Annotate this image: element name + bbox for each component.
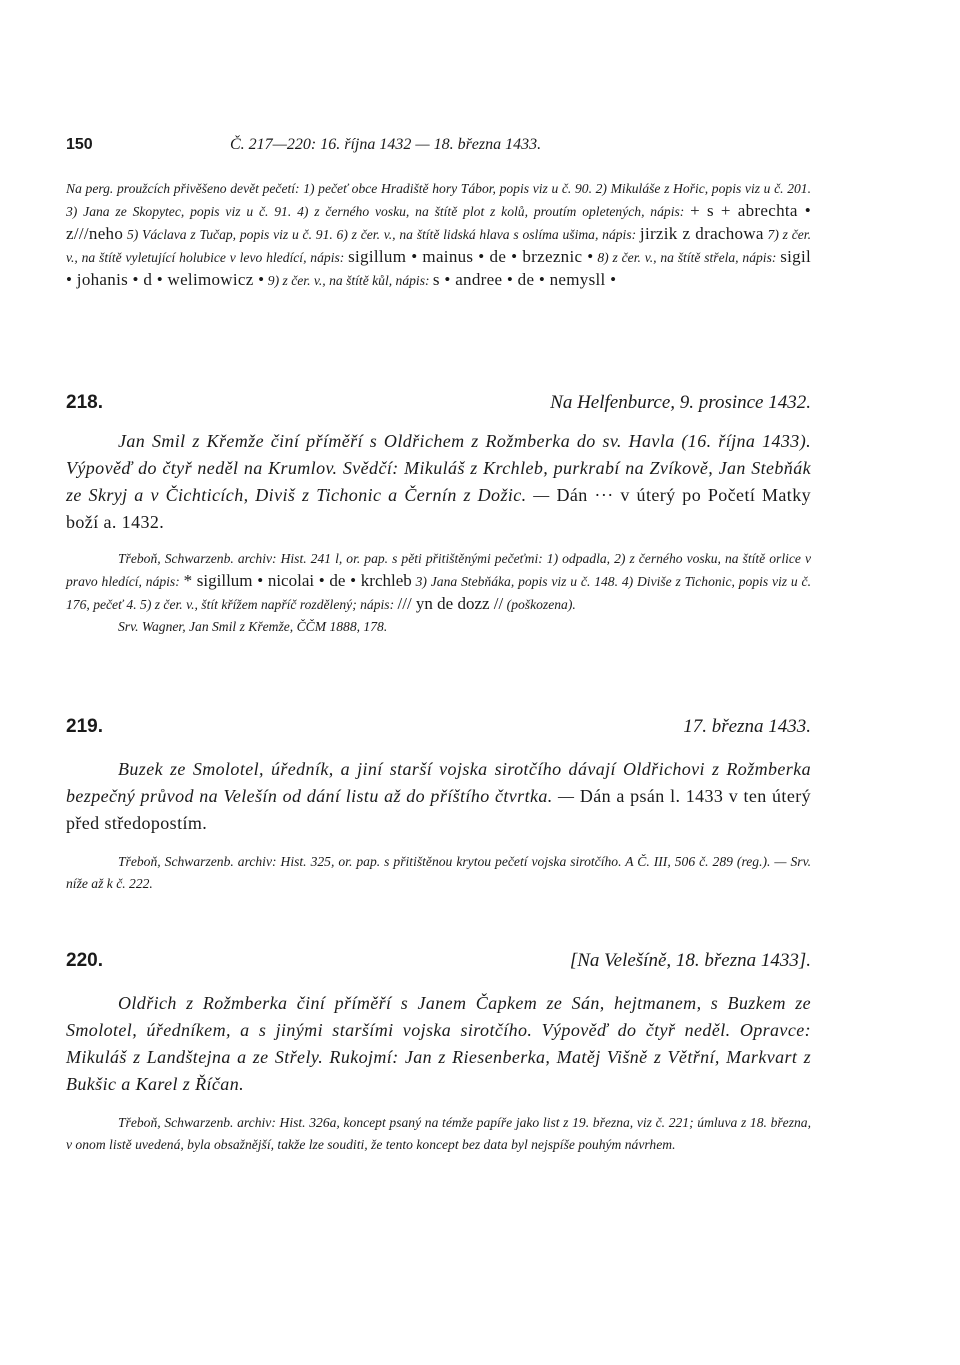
source-note: Třeboň, Schwarzenb. archiv: Hist. 326a, koncept psaný na témže papíře jako list z 19. března, viz č. 221; úmluva z 18. března, v onom listě uvedená, byla obsažnější, takže lze souditi, že tento koncept bez data byl nejspíše pouhým návrhem. [66,1115,811,1152]
regest-text [66,756,811,837]
page-range-heading: Č. 217—220: 16. října 1432 — 18. března 1433. [230,136,542,153]
entry-number: 218. [66,392,103,413]
seal-inscription: s • andree • de • nemysll • [432,270,617,289]
note-text: 9) z čer. v., na štítě kůl, nápis: [264,273,433,288]
entry-number: 219. [66,716,103,737]
seal-inscription: sigillum • mainus • de • brzeznic • [348,247,594,266]
entry-heading [66,950,811,976]
note-text: Na perg. proužcích přivěšeno devět pečetí: 1) pečeť obce Hradiště hory Tábor, popis viz u č. 90. 2) Mikuláše z Hořic, popis viz u č. 201. 3) Jana ze Skopytec, popis viz u č. 91. 4) z černého vosku, na štítě plot z kolů, proutím opletených, nápis: [66,181,811,219]
regest-text [66,990,811,1098]
entry-heading [66,392,811,418]
seal-description-217 [66,178,811,292]
seal-inscription: sigil • johanis • d • welimowicz • [66,247,811,289]
note-text: 5) Václava z Tučap, popis viz u č. 91. 6) z čer. v., na štítě lidská hlava s oslíma ušima, nápis: [123,227,640,242]
note-text: 7) z čer. v., na štítě vyletující holubice v levo hledící, nápis: [66,227,811,265]
seal-inscription: * sigillum • nicolai • de • krchleb [183,571,412,590]
source-text: (poškozena). [503,597,576,612]
regest-summary: Jan Smil z Křemže činí příměří s Oldřichem z Rožmberka do sv. Havla (16. října 1433). Výpověď do čtyř neděl na Krumlov. Svědčí: Mikuláš z Krchleb, purkrabí na Zvíkově, Jan Stebňák ze Skryj a v Čichticích, Diviš z Tichonic a Černín z Dožic. — [66,431,811,505]
regest-dating: Dán a psán l. 1433 v ten úterý před středopostím. [66,786,812,833]
seal-inscription: + s + abrechta • z///neho [66,201,811,243]
page-number: 150 [66,136,93,153]
literature-note: Srv. Wagner, Jan Smil z Křemže, ČČM 1888, 178. [118,619,388,634]
regest-summary: Buzek ze Smolotel, úředník, a jiní starší vojska sirotčího dávají Oldřichovi z Rožmberka bezpečný průvod na Velešín od dání listu až do příštího čtvrtka. — [66,759,811,806]
entry-date: Na Helfenburce, 9. prosince 1432. [550,392,811,413]
source-note: Třeboň, Schwarzenb. archiv: Hist. 325, or. pap. s přitištěnou krytou pečetí vojska sirotčího. A Č. III, 506 č. 289 (reg.). — Srv. níže až k č. 222. [66,854,811,891]
entry-218 [66,392,811,638]
note-text: 8) z čer. v., na štítě střela, nápis: [593,250,781,265]
seal-inscription: jirzik z drachowa [639,224,764,243]
regest-dating: Dán ··· v úterý po Početí Matky boží a. 1432. [66,485,812,532]
entry-heading [66,716,811,742]
source-text: Třeboň, Schwarzenb. archiv: Hist. 241 l, or. pap. s pěti přitištěnými pečeťmi: 1) odpadla, 2) z černého vosku, na štítě orlice v pravo hledící, nápis: [66,551,811,589]
entry-date: 17. března 1433. [683,716,811,737]
entry-number: 220. [66,950,103,971]
entry-date: [Na Velešíně, 18. března 1433]. [569,950,811,971]
source-text: 3) Jana Stebňáka, popis viz u č. 148. 4) Diviše z Tichonic, popis viz u č. 176, pečeť 4. 5) z čer. v., štít křížem napříč rozdělený; nápis: [66,574,811,612]
regest-summary: Oldřich z Rožmberka činí příměří s Janem Čapkem ze Sán, hejtmanem, s Buzkem ze Smolotel, úředníkem, a s jinými staršími vojska sirotčího. Výpověď do čtyř neděl. Opravce: Mikuláš z Landštejna a ze Střely. Rukojmí: Jan z Riesenberka, Matěj Višně z Větřní, Markvart z Bukšic a Karel z Říčan. [66,993,811,1094]
regest-text [66,428,811,536]
source-note [66,548,811,616]
entry-220 [66,950,811,1156]
entry-219 [66,716,811,895]
seal-inscription: /// yn de dozz // [397,594,504,613]
